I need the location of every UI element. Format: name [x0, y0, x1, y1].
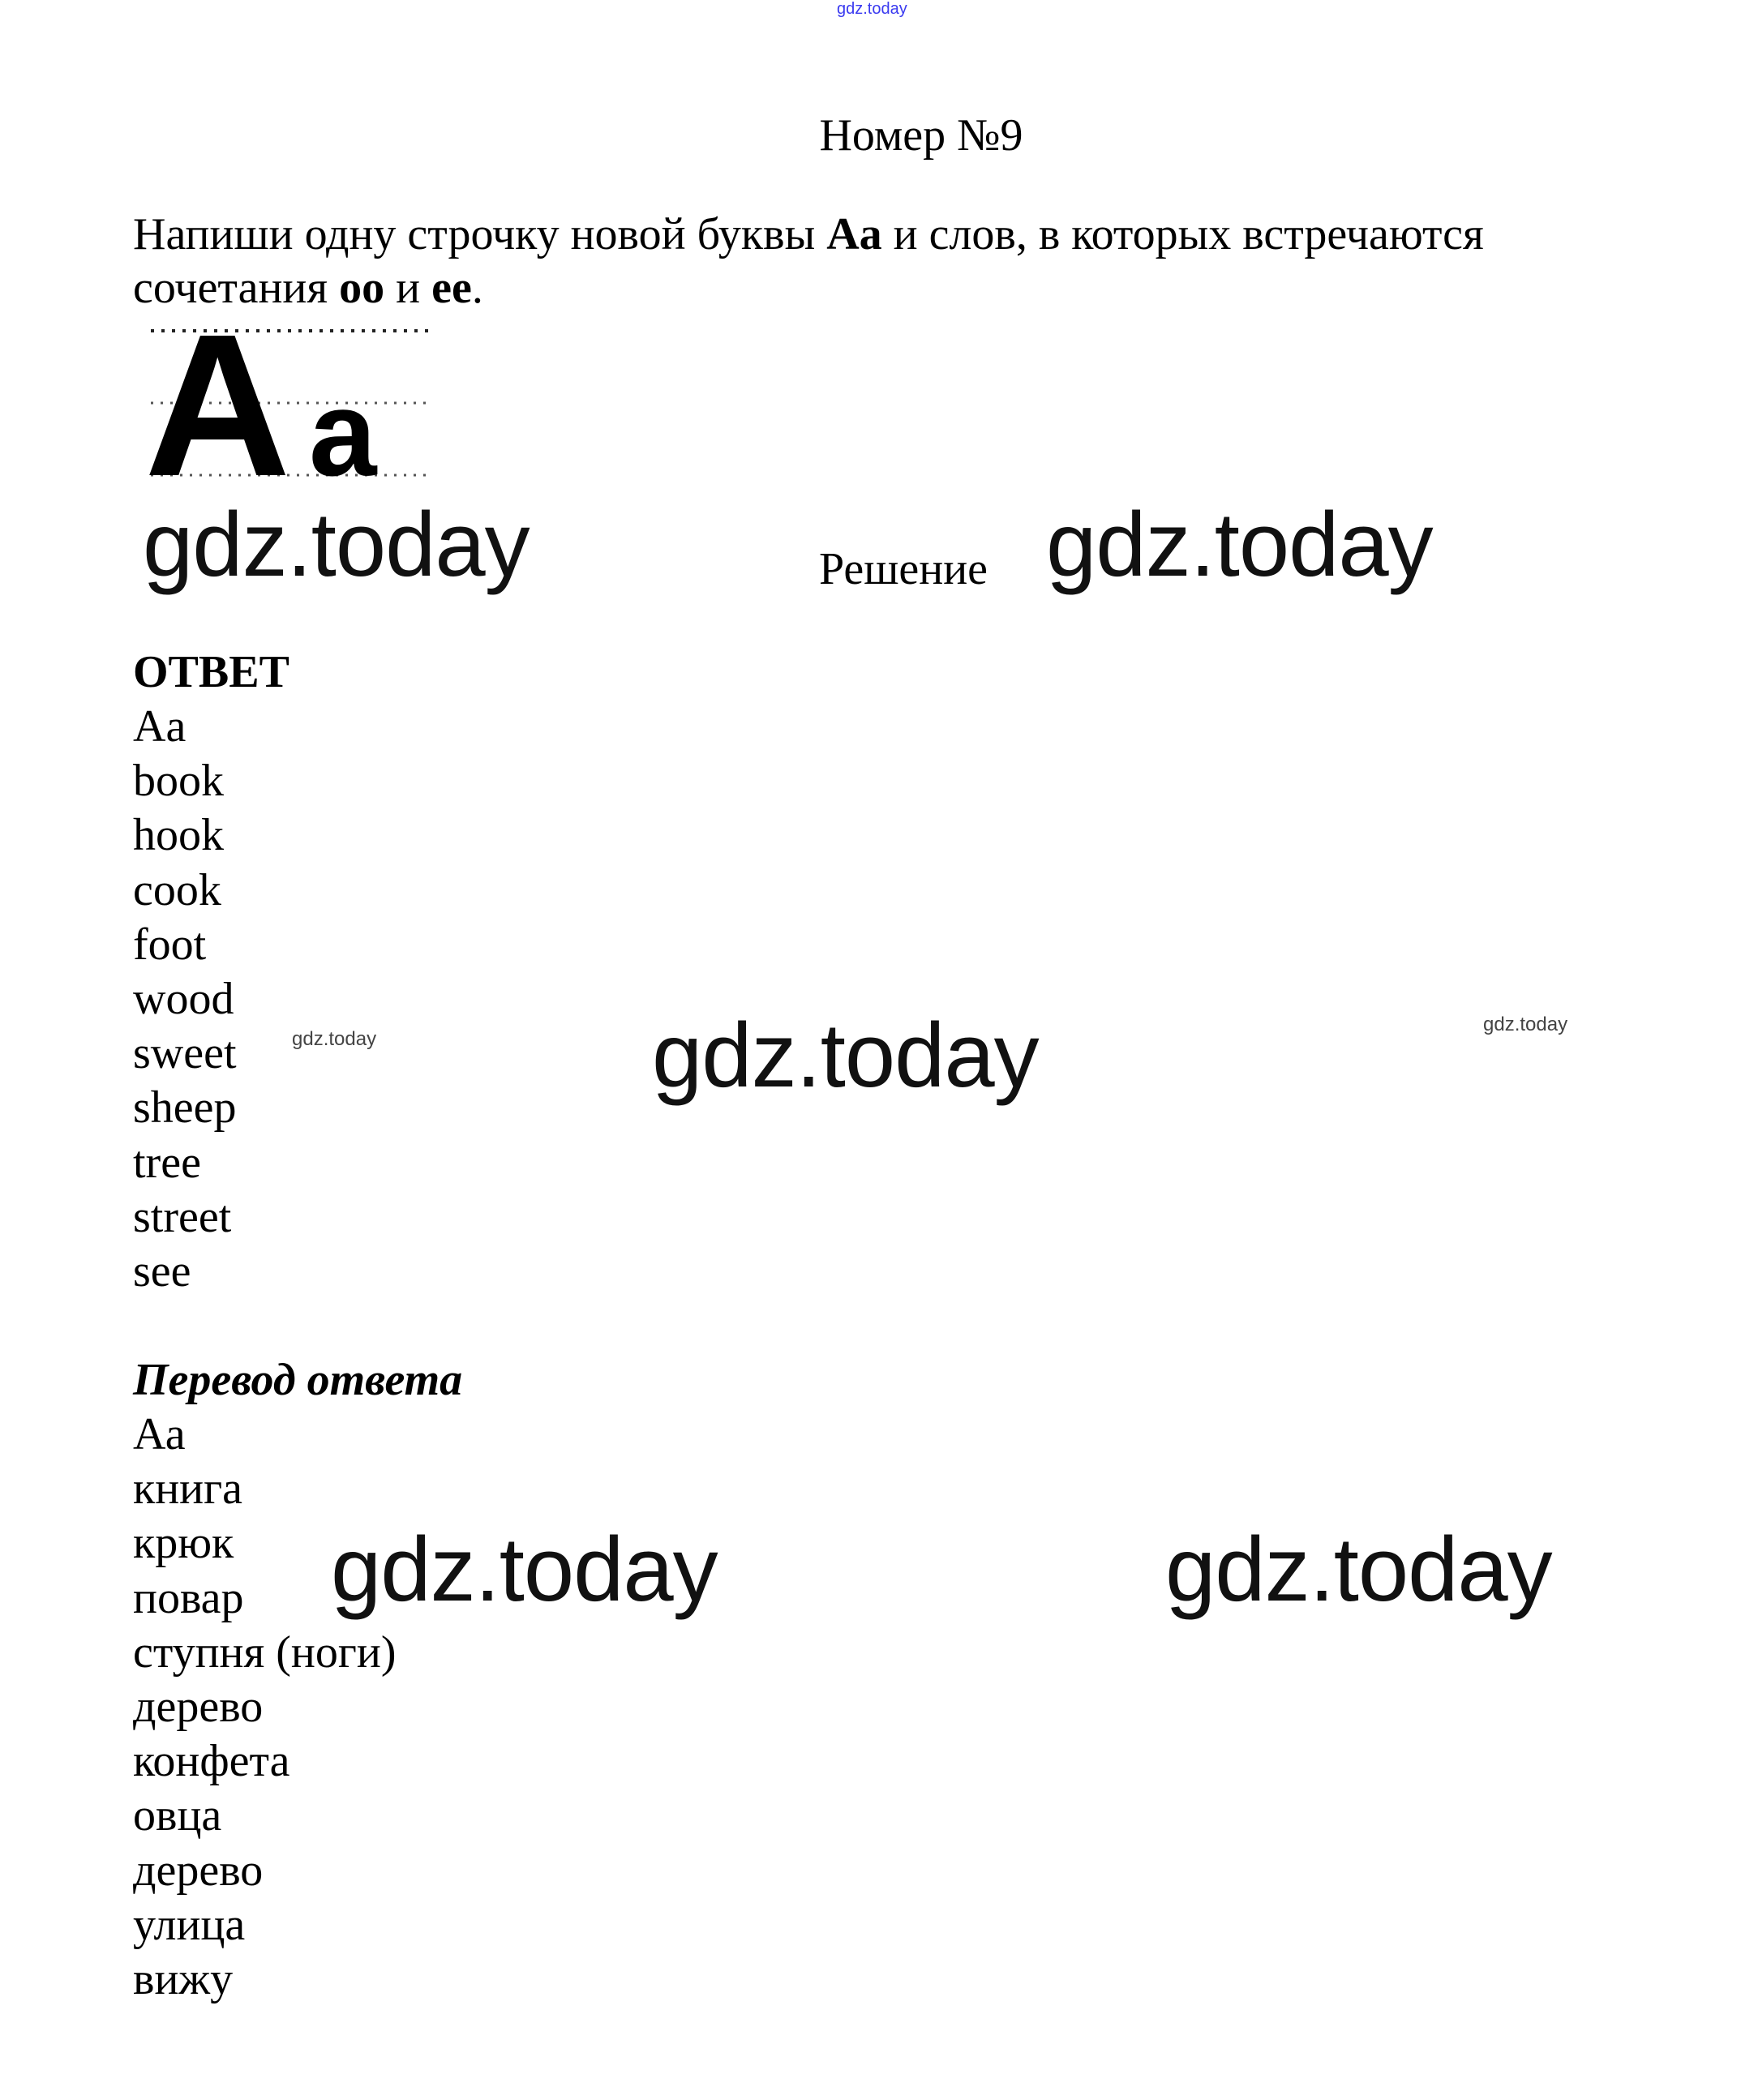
list-item: повар — [133, 1572, 244, 1623]
list-item: вижу — [133, 1953, 234, 2004]
small-watermark: gdz.today — [292, 1028, 377, 1050]
watermark: gdz.today — [652, 1005, 1039, 1106]
task-part2: и слов, в которых встречаются — [881, 209, 1484, 259]
list-item: дерево — [133, 1845, 264, 1896]
task-part4: и — [384, 263, 432, 313]
small-watermark: gdz.today — [1483, 1014, 1568, 1035]
task-part5: . — [471, 263, 483, 313]
list-item: book — [133, 756, 224, 807]
list-item: овца — [133, 1790, 222, 1841]
list-item: крюк — [133, 1518, 234, 1569]
answer-heading: ОТВЕТ — [133, 647, 289, 697]
list-item: книга — [133, 1464, 242, 1515]
letter-lower-a: a — [309, 365, 377, 482]
list-item: конфета — [133, 1736, 290, 1787]
task-part3: сочетания — [133, 263, 340, 313]
solution-label: Решение — [819, 544, 988, 594]
list-item: cook — [133, 864, 221, 915]
list-item: wood — [133, 973, 234, 1024]
watermark: gdz.today — [143, 494, 530, 595]
task-text — [133, 208, 1484, 315]
list-item: street — [133, 1191, 232, 1242]
list-item: tree — [133, 1137, 201, 1188]
list-item: sweet — [133, 1028, 237, 1079]
list-item: sheep — [133, 1082, 237, 1134]
answer-list — [133, 700, 237, 1299]
page-title: Номер №9 — [819, 110, 1023, 161]
task-part1: Напиши одну строчку новой буквы — [133, 209, 827, 259]
watermark: gdz.today — [1165, 1519, 1552, 1620]
translation-list — [133, 1408, 397, 2007]
watermark: gdz.today — [1046, 494, 1433, 595]
list-item: hook — [133, 810, 224, 861]
list-item: Аа — [133, 1409, 186, 1459]
letter-upper-a: A — [144, 323, 291, 482]
letter-aa-image — [143, 323, 435, 482]
task-bold-ee: ee — [431, 263, 472, 313]
top-watermark: gdz.today — [837, 0, 907, 18]
list-item: Aa — [133, 701, 187, 752]
list-item: дерево — [133, 1681, 264, 1732]
translation-heading: Перевод ответа — [133, 1355, 463, 1405]
list-item: foot — [133, 919, 207, 970]
list-item: улица — [133, 1899, 246, 1950]
task-bold-aa: Aa — [826, 209, 882, 259]
list-item: ступня (ноги) — [133, 1626, 397, 1678]
watermark: gdz.today — [331, 1519, 718, 1620]
list-item: see — [133, 1245, 191, 1296]
task-bold-oo: oo — [339, 263, 385, 313]
